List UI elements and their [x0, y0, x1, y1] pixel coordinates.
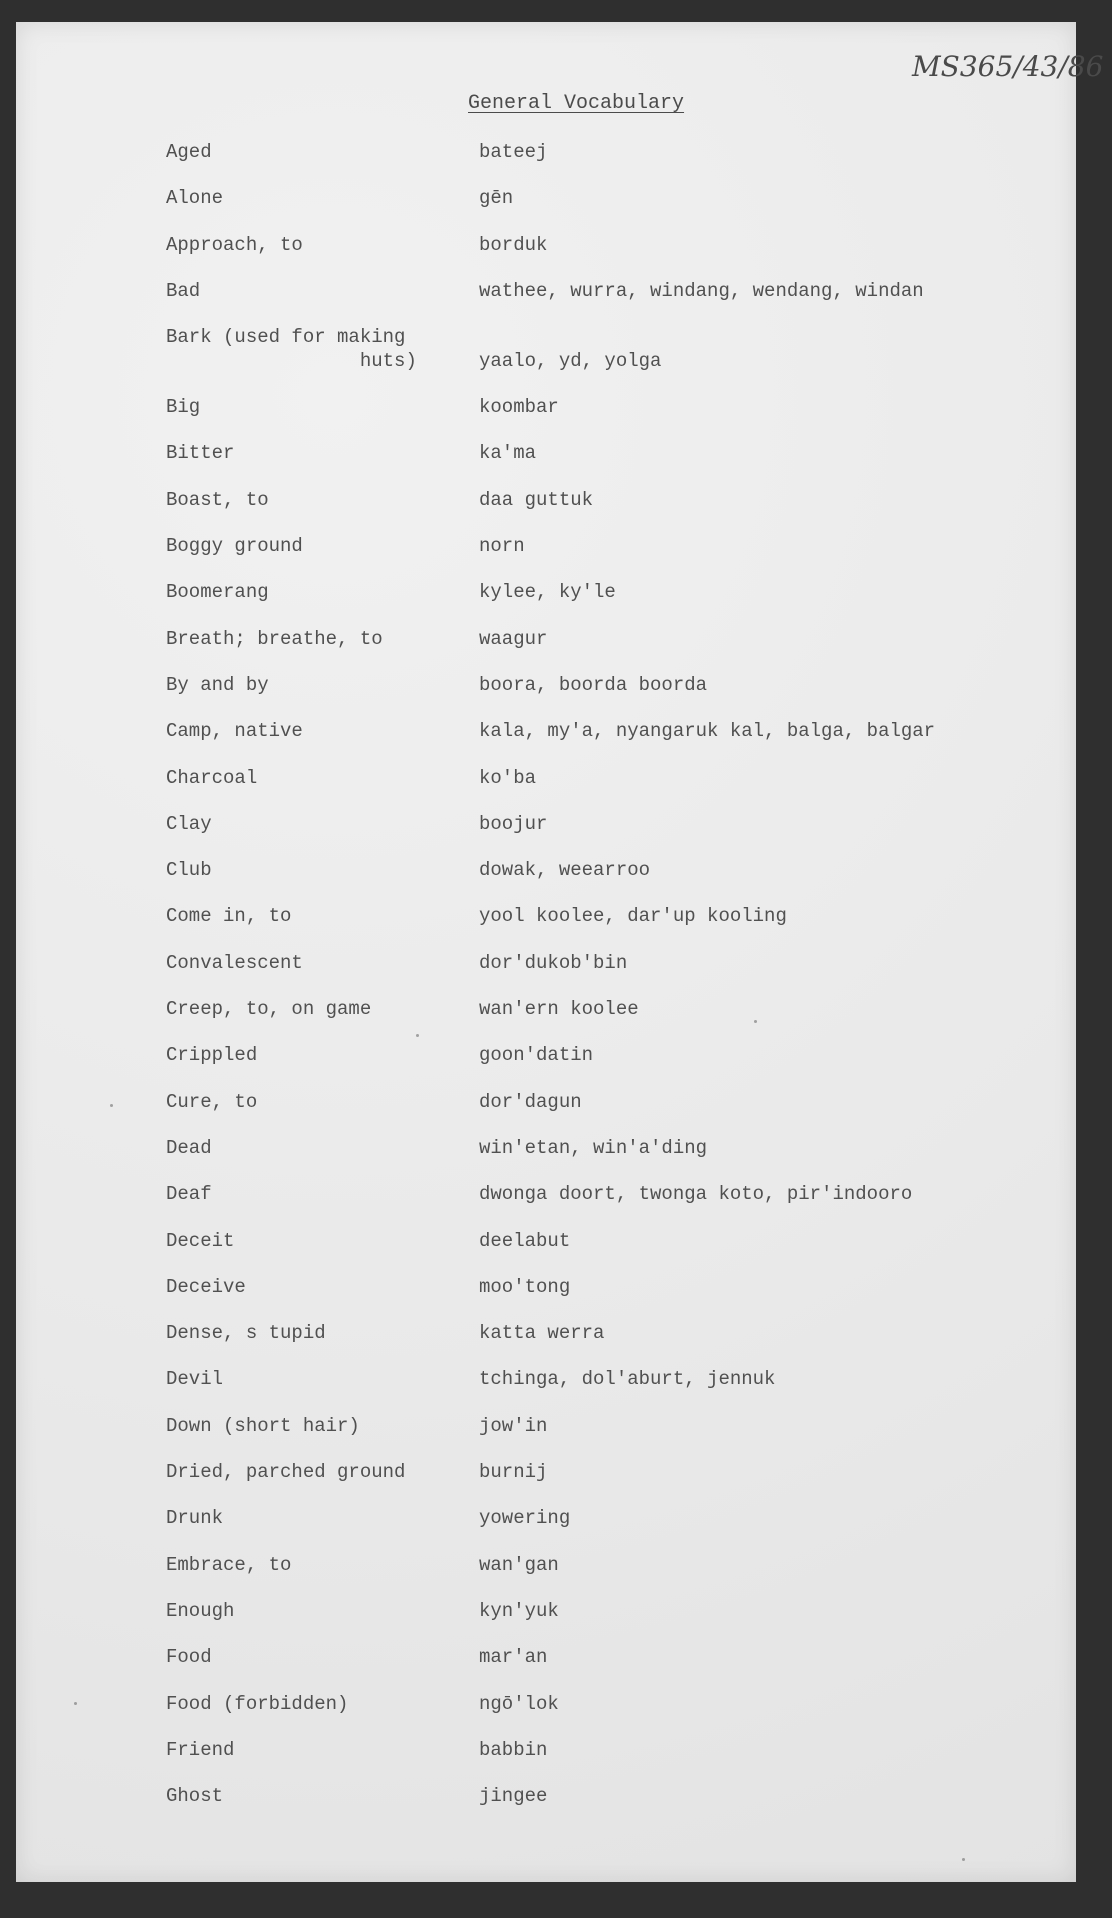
aboriginal-term: yaalo, yd, yolga	[479, 350, 662, 373]
english-term: Camp, native	[166, 720, 303, 743]
english-term: Boggy ground	[166, 535, 303, 558]
english-term: Ghost	[166, 1785, 224, 1808]
english-term: Crippled	[166, 1044, 258, 1067]
english-term: Food (forbidden)	[166, 1692, 349, 1715]
vocabulary-entry	[166, 1136, 1046, 1182]
english-term: Deaf	[166, 1183, 212, 1206]
english-term: Alone	[166, 187, 224, 210]
aboriginal-term: dor'dagun	[479, 1090, 582, 1113]
english-term: Cure, to	[166, 1090, 258, 1113]
aboriginal-term: kala, my'a, nyangaruk kal, balga, balgar	[479, 720, 936, 743]
english-term: Devil	[166, 1368, 224, 1391]
vocabulary-entry	[166, 1692, 1046, 1738]
vocabulary-entry	[166, 140, 1046, 186]
english-term: Boast, to	[166, 488, 269, 511]
vocabulary-entry	[166, 766, 1046, 812]
aboriginal-term: dor'dukob'bin	[479, 951, 628, 974]
aboriginal-term: yowering	[479, 1507, 571, 1530]
typed-page	[16, 22, 1104, 1882]
aboriginal-term: waagur	[479, 627, 548, 650]
aboriginal-term: mar'an	[479, 1646, 548, 1669]
english-term: Drunk	[166, 1507, 224, 1530]
english-term: Boomerang	[166, 581, 269, 604]
ink-speck	[74, 1702, 77, 1705]
aboriginal-term: burnij	[479, 1461, 548, 1484]
vocabulary-entry	[166, 441, 1046, 487]
vocabulary-entry	[166, 1367, 1046, 1413]
english-term: Creep, to, on game	[166, 998, 372, 1021]
vocabulary-entry	[166, 1275, 1046, 1321]
aboriginal-term: goon'datin	[479, 1044, 594, 1067]
english-term: Breath; breathe, to	[166, 627, 383, 650]
english-term: Club	[166, 859, 212, 882]
english-term: Approach, to	[166, 233, 303, 256]
vocabulary-entry	[166, 1229, 1046, 1275]
ink-speck	[110, 1104, 113, 1107]
vocabulary-entry	[166, 1738, 1046, 1784]
aboriginal-term: ko'ba	[479, 766, 537, 789]
english-term: Dense, s tupid	[166, 1322, 326, 1345]
vocabulary-entry	[166, 673, 1046, 719]
english-term: Bad	[166, 279, 201, 302]
vocabulary-entry	[166, 186, 1046, 232]
vocabulary-entry	[166, 1645, 1046, 1691]
aboriginal-term: katta werra	[479, 1322, 605, 1345]
aboriginal-term: gēn	[479, 187, 514, 210]
aboriginal-term: wan'gan	[479, 1553, 559, 1576]
english-term: Food	[166, 1646, 212, 1669]
vocabulary-entry	[166, 951, 1046, 997]
aboriginal-term: win'etan, win'a'ding	[479, 1136, 708, 1159]
english-term: Convalescent	[166, 951, 303, 974]
aboriginal-term: ka'ma	[479, 442, 537, 465]
aboriginal-term: norn	[479, 535, 525, 558]
vocabulary-entry	[166, 1599, 1046, 1645]
english-term: Charcoal	[166, 766, 258, 789]
aboriginal-term: jingee	[479, 1785, 548, 1808]
vocabulary-entry	[166, 1182, 1046, 1228]
ink-speck	[416, 1034, 419, 1037]
vocabulary-entry	[166, 325, 1046, 395]
english-term: Friend	[166, 1738, 235, 1761]
vocabulary-entry	[166, 627, 1046, 673]
aboriginal-term: bateej	[479, 141, 548, 163]
vocabulary-entry	[166, 1553, 1046, 1599]
english-term: Aged	[166, 141, 212, 163]
vocabulary-entry	[166, 997, 1046, 1043]
ink-speck	[754, 1020, 757, 1023]
vocabulary-entry	[166, 395, 1046, 441]
aboriginal-term: jow'in	[479, 1414, 548, 1437]
english-term: Dead	[166, 1136, 212, 1159]
vocabulary-list	[166, 140, 1046, 1830]
aboriginal-term: borduk	[479, 233, 548, 256]
aboriginal-term: babbin	[479, 1738, 548, 1761]
vocabulary-entry	[166, 1090, 1046, 1136]
aboriginal-term: kyn'yuk	[479, 1599, 559, 1622]
vocabulary-entry	[166, 904, 1046, 950]
english-term: Big	[166, 396, 201, 419]
english-term: Bitter	[166, 442, 235, 465]
vocabulary-entry	[166, 1414, 1046, 1460]
vocabulary-entry	[166, 233, 1046, 279]
archive-reference: MS365/43/86	[912, 50, 1104, 83]
aboriginal-term: dowak, weearroo	[479, 859, 651, 882]
english-term: Deceit	[166, 1229, 235, 1252]
vocabulary-entry	[166, 580, 1046, 626]
aboriginal-term: daa guttuk	[479, 488, 594, 511]
english-term: By and by	[166, 673, 269, 696]
aboriginal-term: tchinga, dol'aburt, jennuk	[479, 1368, 776, 1391]
aboriginal-term: boojur	[479, 812, 548, 835]
aboriginal-term: koombar	[479, 396, 559, 419]
aboriginal-term: kylee, ky'le	[479, 581, 616, 604]
aboriginal-term: ngō'lok	[479, 1692, 559, 1715]
vocabulary-entry	[166, 1506, 1046, 1552]
english-term: Embrace, to	[166, 1553, 292, 1576]
vocabulary-entry	[166, 488, 1046, 534]
english-term: Clay	[166, 812, 212, 835]
vocabulary-entry	[166, 858, 1046, 904]
aboriginal-term: wan'ern koolee	[479, 998, 639, 1021]
ink-speck	[962, 1858, 965, 1861]
page-title: General Vocabulary	[468, 92, 685, 115]
vocabulary-entry	[166, 279, 1046, 325]
vocabulary-entry	[166, 1043, 1046, 1089]
vocabulary-entry	[166, 1784, 1046, 1830]
vocabulary-entry	[166, 1321, 1046, 1367]
aboriginal-term: boora, boorda boorda	[479, 673, 708, 696]
english-term: Dried, parched ground	[166, 1461, 406, 1484]
vocabulary-entry	[166, 719, 1046, 765]
vocabulary-entry	[166, 1460, 1046, 1506]
english-term: Bark (used for making huts)	[166, 326, 417, 373]
aboriginal-term: yool koolee, dar'up kooling	[479, 905, 787, 928]
aboriginal-term: wathee, wurra, windang, wendang, windan	[479, 279, 924, 302]
vocabulary-entry	[166, 812, 1046, 858]
vocabulary-entry	[166, 534, 1046, 580]
english-term: Come in, to	[166, 905, 292, 928]
english-term: Down (short hair)	[166, 1414, 360, 1437]
aboriginal-term: deelabut	[479, 1229, 571, 1252]
aboriginal-term: dwonga doort, twonga koto, pir'indooro	[479, 1183, 913, 1206]
english-term: Enough	[166, 1599, 235, 1622]
aboriginal-term: moo'tong	[479, 1275, 571, 1298]
english-term: Deceive	[166, 1275, 246, 1298]
